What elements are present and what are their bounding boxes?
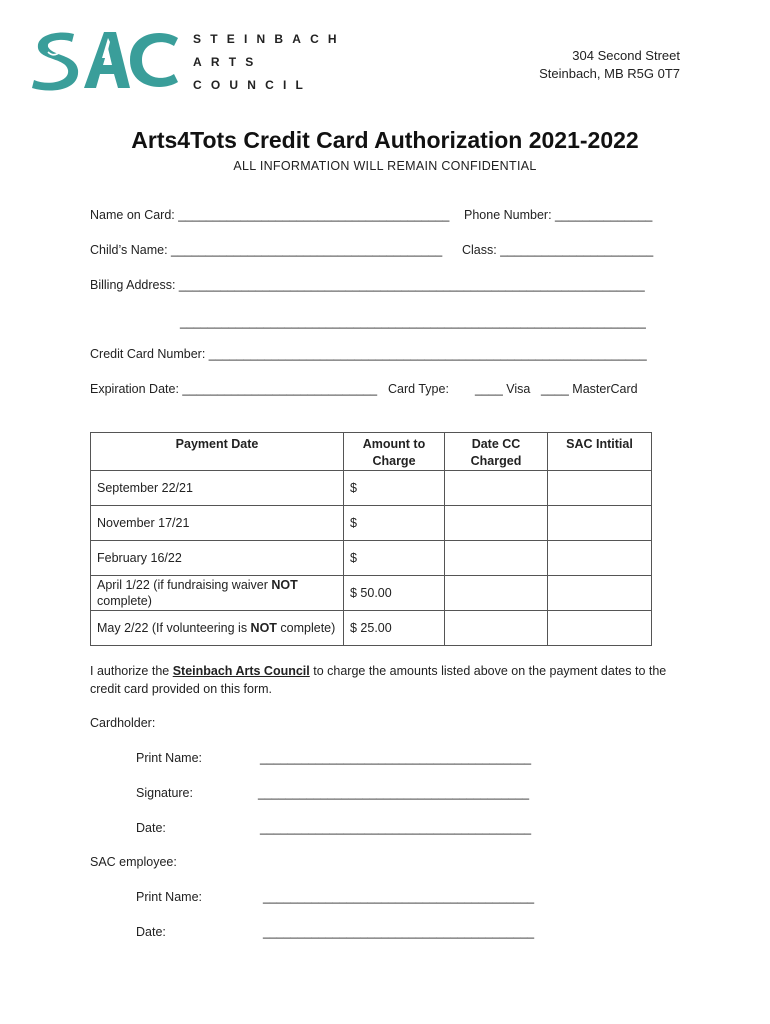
amount-cell: $ 50.00 bbox=[344, 576, 445, 611]
page-title: Arts4Tots Credit Card Authorization 2021-2022 bbox=[131, 127, 639, 153]
logo-word-council: COUNCIL bbox=[193, 78, 313, 92]
sac-initial-cell[interactable] bbox=[548, 471, 652, 506]
table-row bbox=[91, 471, 652, 506]
logo-word-arts: ARTS bbox=[193, 55, 263, 69]
expiration-date-field[interactable]: Expiration Date: ____________________________ bbox=[90, 382, 378, 396]
table-header-row bbox=[91, 433, 652, 471]
payment-date-cell: November 17/21 bbox=[91, 506, 344, 541]
date-charged-cell[interactable] bbox=[445, 506, 548, 541]
payment-date-cell: May 2/22 (If volunteering is NOT complete) bbox=[91, 611, 344, 646]
amount-cell[interactable]: $ bbox=[344, 541, 445, 576]
payment-date-cell: April 1/22 (if fundraising waiver NOT complete) bbox=[91, 576, 344, 611]
date-charged-cell[interactable] bbox=[445, 541, 548, 576]
sac-initial-cell[interactable] bbox=[548, 611, 652, 646]
employee-date-label: Date: bbox=[136, 925, 166, 939]
card-type-label: Card Type: bbox=[388, 382, 449, 396]
billing-address-field[interactable]: Billing Address: ___________________________________________________________________ bbox=[90, 278, 645, 292]
sac-initial-cell[interactable] bbox=[548, 506, 652, 541]
header-date-charged: Date CC Charged bbox=[445, 433, 548, 471]
logo-word-steinbach: STEINBACH bbox=[193, 32, 346, 46]
date-charged-cell[interactable] bbox=[445, 576, 548, 611]
payment-date-cell: February 16/22 bbox=[91, 541, 344, 576]
sac-logo bbox=[30, 28, 180, 92]
cardholder-signature-line[interactable]: _______________________________________ bbox=[258, 786, 530, 800]
table-row bbox=[91, 576, 652, 611]
cardholder-label: Cardholder: bbox=[90, 716, 156, 730]
table-row bbox=[91, 506, 652, 541]
sac-initial-cell[interactable] bbox=[548, 541, 652, 576]
table-row bbox=[91, 611, 652, 646]
header-payment-date: Payment Date bbox=[91, 433, 344, 471]
amount-cell[interactable]: $ bbox=[344, 471, 445, 506]
childs-name-field[interactable]: Child’s Name: _______________________________________ bbox=[90, 243, 443, 257]
payment-date-cell: September 22/21 bbox=[91, 471, 344, 506]
cardholder-signature-label: Signature: bbox=[136, 786, 193, 800]
address-line-1: 304 Second Street bbox=[572, 48, 680, 63]
address-line-2: Steinbach, MB R5G 0T7 bbox=[539, 66, 680, 81]
header-sac-initial: SAC Intitial bbox=[548, 433, 652, 471]
authorization-statement: I authorize the Steinbach Arts Council to charge the amounts listed above on the payment dates to the credit card provided on this form. bbox=[90, 664, 667, 696]
sac-employee-label: SAC employee: bbox=[90, 855, 177, 869]
header-amount: Amount to Charge bbox=[344, 433, 445, 471]
amount-cell[interactable]: $ bbox=[344, 506, 445, 541]
credit-card-number-field[interactable]: Credit Card Number: _______________________________________________________________ bbox=[90, 347, 647, 361]
payment-table bbox=[90, 432, 652, 646]
cardholder-print-name-label: Print Name: bbox=[136, 751, 202, 765]
confidential-notice: ALL INFORMATION WILL REMAIN CONFIDENTIAL bbox=[233, 159, 537, 173]
date-charged-cell[interactable] bbox=[445, 611, 548, 646]
date-charged-cell[interactable] bbox=[445, 471, 548, 506]
name-on-card-field[interactable]: Name on Card: _______________________________________ bbox=[90, 208, 450, 222]
mastercard-option[interactable]: ____ MasterCard bbox=[541, 382, 638, 396]
cardholder-date-line[interactable]: _______________________________________ bbox=[260, 821, 532, 835]
class-field[interactable]: Class: ______________________ bbox=[462, 243, 654, 257]
visa-option[interactable]: ____ Visa bbox=[475, 382, 531, 396]
cardholder-print-name-line[interactable]: _______________________________________ bbox=[260, 751, 532, 765]
table-row bbox=[91, 541, 652, 576]
employee-date-line[interactable]: _______________________________________ bbox=[263, 925, 535, 939]
cardholder-date-label: Date: bbox=[136, 821, 166, 835]
billing-address-line-2[interactable]: ___________________________________________________________________ bbox=[180, 315, 646, 329]
employee-print-name-label: Print Name: bbox=[136, 890, 202, 904]
employee-print-name-line[interactable]: _______________________________________ bbox=[263, 890, 535, 904]
sac-initial-cell[interactable] bbox=[548, 576, 652, 611]
amount-cell: $ 25.00 bbox=[344, 611, 445, 646]
phone-number-field[interactable]: Phone Number: ______________ bbox=[464, 208, 653, 222]
